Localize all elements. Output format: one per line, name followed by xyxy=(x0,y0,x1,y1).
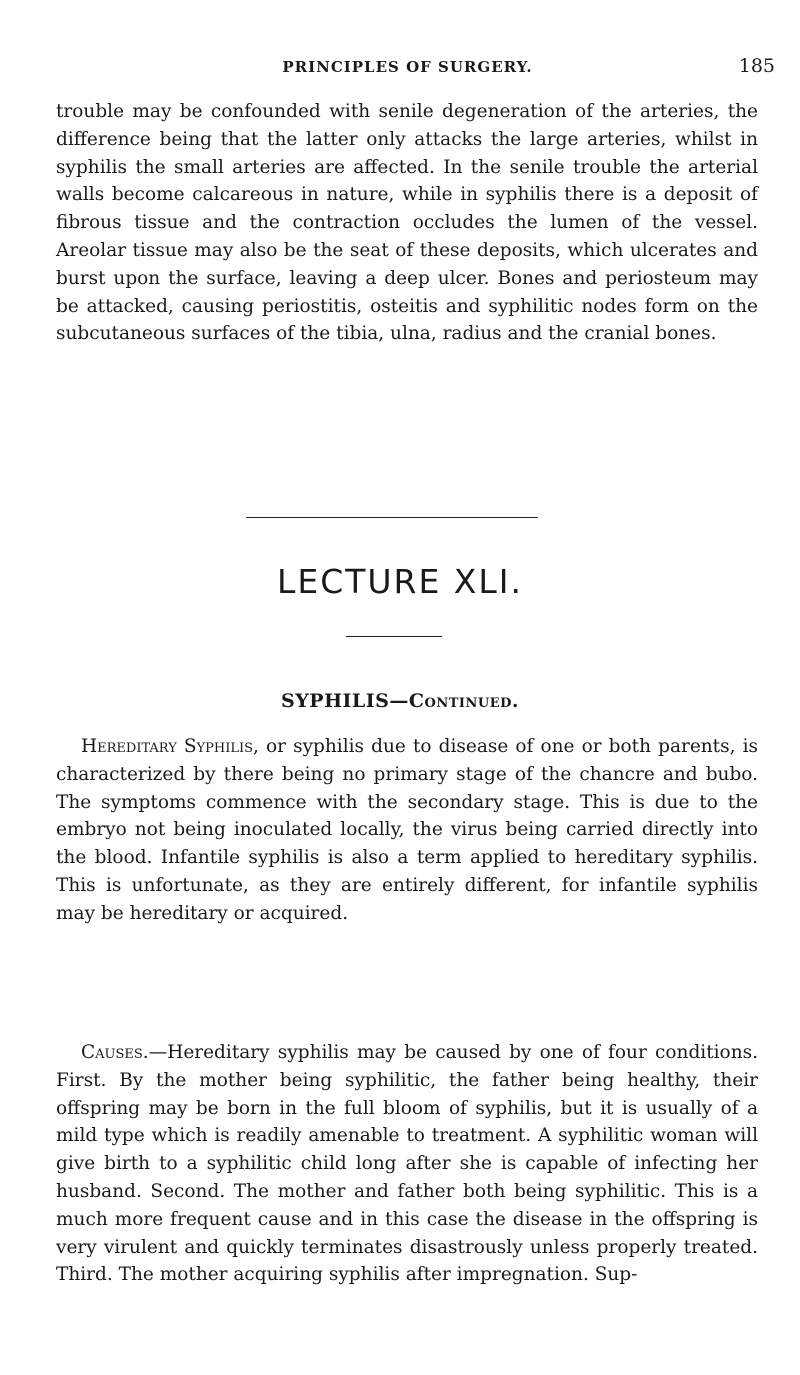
running-title: PRINCIPLES OF SURGERY. xyxy=(282,58,533,76)
paragraph-body-hereditary: or syphilis due to disease of one or both parents, is characterized by there being no primary stage of the chancre and bubo. The symptoms commence with the secondary stage. This is due to the embryo not being inoculated locally, the virus being carried directly into the blood. Infantile syphilis is also a term applied to hereditary syphilis. This is unfortunate, as they are entirely different, for infantile syphilis may be hereditary or acquired. xyxy=(56,736,759,924)
section-continued-label: —Continued. xyxy=(389,690,519,712)
page-number: 185 xyxy=(738,55,775,77)
paragraph-hereditary-syphilis xyxy=(56,733,758,928)
paragraph-lead-causes: Causes. xyxy=(81,1042,149,1063)
paragraph-causes xyxy=(56,1039,758,1289)
continued-paragraph: trouble may be confounded with senile degeneration of the arteries, the difference being that the latter only attacks the large arteries, whilst in syphilis the small arteries are affected. In the senile trouble the arterial walls become calcareous in nature, while in syphilis there is a deposit of fibrous tissue and the contraction occludes the lumen of the vessel. Areolar tissue may also be the seat of these deposits, which ulcerates and burst upon the surface, leaving a deep ulcer. Bones and periosteum may be attacked, causing periostitis, osteitis and syphilitic nodes form on the subcutaneous surfaces of the tibia, ulna, radius and the cranial bones. xyxy=(56,101,758,345)
section-subject: SYPHILIS xyxy=(281,690,390,712)
lecture-title: LECTURE XLI. xyxy=(276,562,524,601)
divider-rule-top xyxy=(246,517,538,518)
paragraph-body-causes: —Hereditary syphilis may be caused by one of four conditions. First. By the mother being syphilitic, the father being healthy, their offspring may be born in the full bloom of syphilis, but it is usually of a mild type which is readily amenable to treatment. A syphilitic woman will give birth to a syphilitic child long after she is capable of infecting her husband. Second. The mother and father both being syphilitic. This is a much more frequent cause and in this case the disease in the offspring is very virulent and quickly terminates disastrously unless properly treated. Third. The mother acquiring syphilis after impregnation. Sup- xyxy=(56,1042,758,1286)
section-heading xyxy=(0,690,800,712)
paragraph-lead-hereditary: Hereditary Syphilis, xyxy=(81,736,259,757)
divider-rule-bottom xyxy=(346,636,442,637)
running-header xyxy=(40,55,775,82)
